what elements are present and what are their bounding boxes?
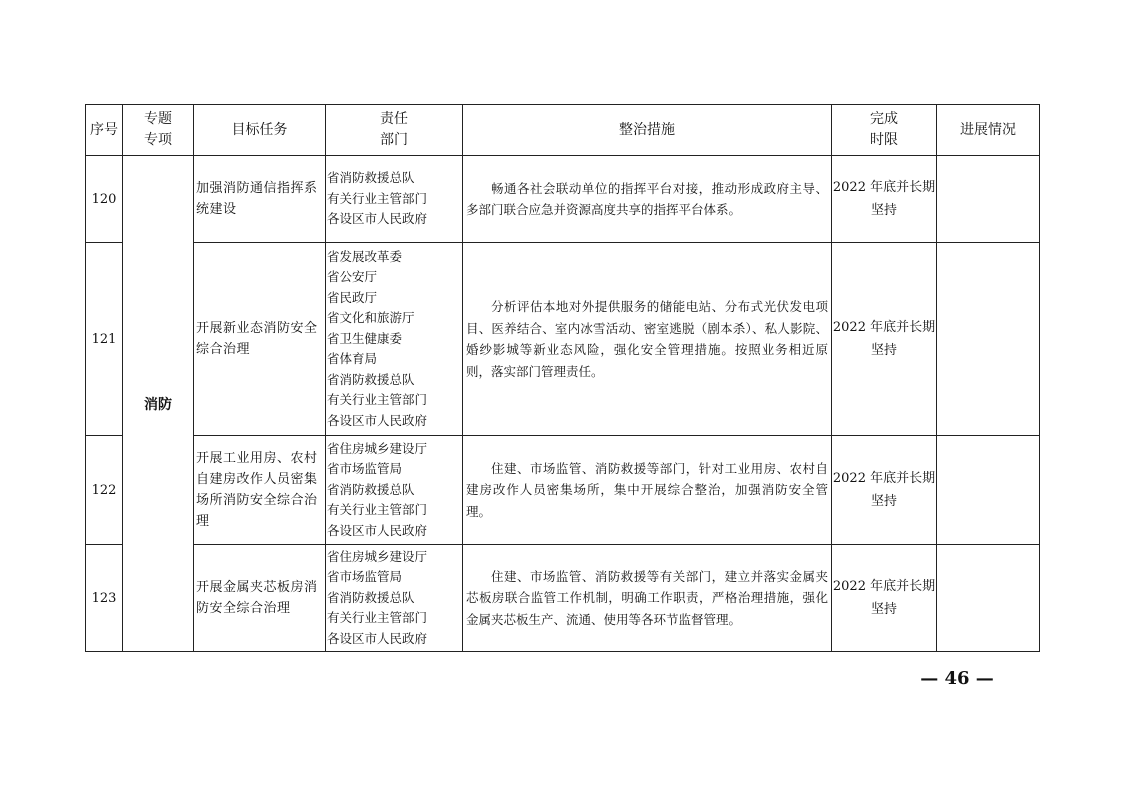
header-seq: 序号 [86, 105, 123, 156]
dept-item: 省住房城乡建设厅 [327, 440, 428, 456]
row-measure: 畅通各社会联动单位的指挥平台对接，推动形成政府主导、多部门联合应急并资源高度共享的指挥平台体系。 [463, 156, 832, 243]
dept-item: 省消防救援总队 [327, 371, 415, 387]
row-depts [326, 156, 463, 243]
dept-item: 省市场监管局 [327, 569, 403, 585]
dept-item: 省发展改革委 [327, 248, 403, 264]
dept-item: 省市场监管局 [327, 461, 403, 477]
row-task: 开展金属夹芯板房消防安全综合治理 [194, 545, 326, 652]
header-measure: 整治措施 [463, 105, 832, 156]
dept-item: 各设区市人民政府 [327, 522, 428, 538]
row-depts [326, 243, 463, 436]
header-deadline: 完成 时限 [832, 105, 937, 156]
header-row [86, 105, 1040, 156]
header-task: 目标任务 [194, 105, 326, 156]
topic-cell: 消防 [123, 156, 194, 652]
row-measure: 分析评估本地对外提供服务的储能电站、分布式光伏发电项目、医养结合、室内冰雪活动、密室逃脱（剧本杀）、私人影院、婚纱影城等新业态风险，强化安全管理措施。按照业务相近原则，落实部门管理责任。 [463, 243, 832, 436]
row-deadline: 2022 年底并长期坚持 [832, 545, 937, 652]
dept-item: 省体育局 [327, 351, 378, 367]
row-progress [937, 243, 1040, 436]
row-measure: 住建、市场监管、消防救援等有关部门，建立并落实金属夹芯板房联合监管工作机制，明确工作职责，严格治理措施，强化金属夹芯板生产、流通、使用等各环节监督管理。 [463, 545, 832, 652]
dept-item: 省公安厅 [327, 269, 378, 285]
row-seq: 120 [86, 156, 123, 243]
dept-item: 省消防救援总队 [327, 481, 415, 497]
row-deadline: 2022 年底并长期坚持 [832, 156, 937, 243]
page-number: — 46 — [920, 668, 994, 689]
row-deadline: 2022 年底并长期坚持 [832, 243, 937, 436]
dept-item: 省消防救援总队 [327, 170, 415, 186]
table-row [86, 243, 1040, 436]
row-progress [937, 156, 1040, 243]
table-row [86, 545, 1040, 652]
dept-item: 省卫生健康委 [327, 330, 403, 346]
row-measure: 住建、市场监管、消防救援等部门，针对工业用房、农村自建房改作人员密集场所，集中开展综合整治，加强消防安全管理。 [463, 436, 832, 545]
dept-item: 各设区市人民政府 [327, 211, 428, 227]
row-deadline: 2022 年底并长期坚持 [832, 436, 937, 545]
dept-item: 省文化和旅游厅 [327, 310, 415, 326]
header-dept: 责任 部门 [326, 105, 463, 156]
dept-item: 有关行业主管部门 [327, 190, 428, 206]
row-seq: 122 [86, 436, 123, 545]
row-progress [937, 545, 1040, 652]
dept-item: 各设区市人民政府 [327, 412, 428, 428]
remediation-table [85, 104, 1040, 652]
row-task: 开展工业用房、农村自建房改作人员密集场所消防安全综合治理 [194, 436, 326, 545]
dept-item: 有关行业主管部门 [327, 502, 428, 518]
dept-item: 省消防救援总队 [327, 589, 415, 605]
dept-item: 省住房城乡建设厅 [327, 548, 428, 564]
table-row [86, 156, 1040, 243]
row-seq: 123 [86, 545, 123, 652]
dept-item: 省民政厅 [327, 289, 378, 305]
row-seq: 121 [86, 243, 123, 436]
row-depts [326, 545, 463, 652]
header-progress: 进展情况 [937, 105, 1040, 156]
row-progress [937, 436, 1040, 545]
table-row [86, 436, 1040, 545]
row-task: 加强消防通信指挥系统建设 [194, 156, 326, 243]
header-topic: 专题 专项 [123, 105, 194, 156]
row-depts [326, 436, 463, 545]
dept-item: 各设区市人民政府 [327, 630, 428, 646]
dept-item: 有关行业主管部门 [327, 610, 428, 626]
dept-item: 有关行业主管部门 [327, 392, 428, 408]
row-task: 开展新业态消防安全综合治理 [194, 243, 326, 436]
